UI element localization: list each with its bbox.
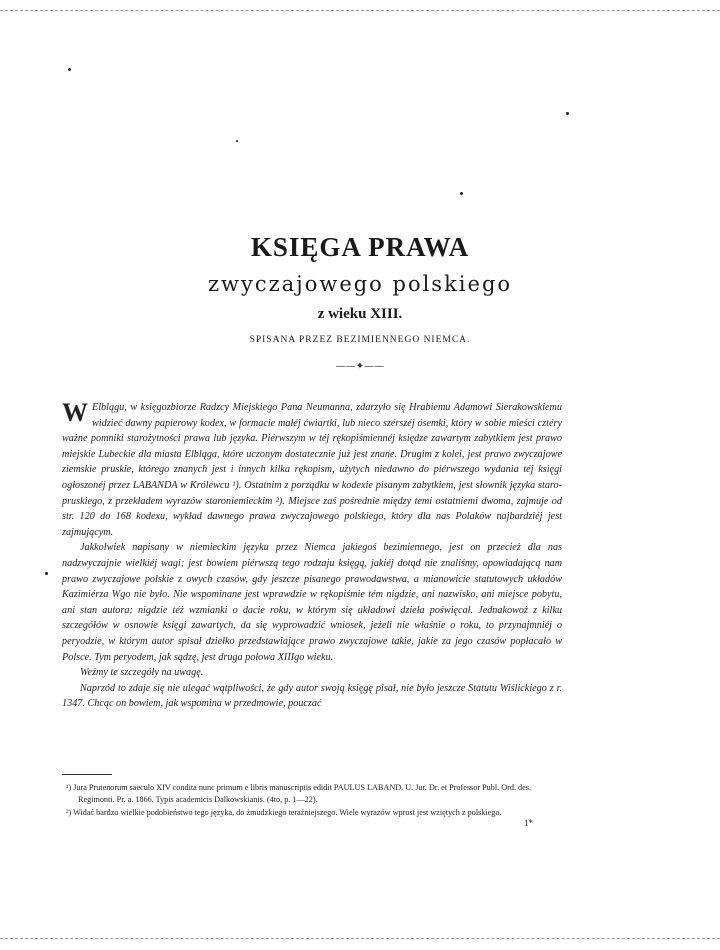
ink-speck <box>566 112 569 115</box>
top-page-edge <box>0 10 720 11</box>
title-author-line: SPISANA PRZEZ BEZIMIENNEGO NIEMCA. <box>249 335 471 345</box>
ink-speck <box>45 572 48 575</box>
paragraph-4: Naprzód to zdaje się nie ulegać wątpliwości, że gdy autor swoją księgę pisał, nie było jeszcze Statutu Wiślickiego z r. 1347. Chcąc on bowiem, jak wspomina w przedmowie, pouczać <box>62 682 562 710</box>
footnote-rule <box>62 774 112 775</box>
ornament-divider: ——✦—— <box>335 361 385 372</box>
ink-speck <box>460 192 463 195</box>
footnote-2: ²) Widać bardzo wielkie podobieństwo tego języka, do żmudzkiego teraźniejszego. Wiele wyrazów wprost jest wziętych z polskiego. <box>66 808 502 817</box>
footnotes <box>62 782 562 821</box>
signature-mark: 1* <box>524 818 533 828</box>
title-date-line: z wieku XIII. <box>317 306 403 322</box>
ink-speck <box>236 140 238 142</box>
main-text <box>62 400 562 712</box>
paragraph-1 <box>62 400 562 540</box>
footnote-1: ¹) Jura Prutenorum saeculo XIV condita nunc primum e libris manuscriptis edidit PAULUS LABAND. U. Jur. Dr. et Professor Publ. Ord. des. Regimonti. Pr. a. 1866. Typis academicis Dalkowskianis. (4to, p. 1—22). <box>66 783 531 804</box>
paragraph-3: Weźmy te szczegóły na uwagę. <box>80 667 204 679</box>
ink-speck <box>68 68 71 71</box>
page-title: KSIĘGA PRAWA <box>250 232 470 262</box>
drop-cap: W <box>62 398 88 427</box>
bottom-page-edge <box>0 938 720 939</box>
paragraph-2: Jakkolwiek napisany w niemieckim języku przez Niemca jakiegoś bezimiennego, jest on przecież dla nas nadzwyczajnie wielkiéj wagi; jest bowiem piérwszą tego rodzaju księgą, jakiéj dotąd nie znaliśmy, opowiadającą nam prawo zwyczajowe polskie z owych czasów, gdy jeszcze pisanego prawodawstwa, a mianowicie statutowych układów Kazimiérza Wgo nie było. Nie wspominane jest wprawdzie w rękopiśmie tém nigdzie, ani nazwisko, ani miejsce pobytu, ani stan autora; nigdzie téż wzmianki o dacie roku, w którym się układowi dzieła poświęcał. Jednakowoż z kilku szczegółów w osnowie księgi zawartych, da się wyprowadzić wniosek, jeżeli nie właśnie o roku, to przynajmniéj o peryodzie, w którym autor spisał dziełko przedstawiające prawo zwyczajowe takie, jakie za jego czasów popłacało w Polsce. Tym peryodem, jak sądzę, jest druga połowa XIIIgo wieku. <box>62 542 562 663</box>
paragraph-1-text: Elblągu, w księgozbiorze Radzcy Miejskiego Pana Neumanna, zdarzyło się Hrabiemu Adamowi Sierakowskiemu widzieć dawny papierowy kodex, w formacie małéj ćwiartki, lub nieco szérszéj ósemki, który w sobie mieści cztéry ważne pomniki starożytności prawa lub języka. Piérwszym w téj rękopiśmiennéj księdze zawartym zabytkiem jest prawo miejskie Lubeckie dla miasta Elbląga, które uczonym dostatecznie już jest znane. Drugim z kolei, jest prawo zwyczajowe ziemskie pruskie, którego znanych jest i innych kilka rękopism, użytych niedawno do piérwszego wydania téj księgi ogłoszonéj przez LABANDA w Królewcu ¹). Ostatnim z porządku w kodexie pisanym zabytkiem, jest słownik języka staro-pruskiego, z przekładem wyrazów staroniemieckim ²). Miejsce zaś pośrednie między temi ostatniemi dwoma, zajmuje od str. 120 do 168 kodexu, wykład dawnego prawa zwyczajowego polskiego, który dla nas Polaków najbardziéj jest zajmującym. <box>62 402 562 538</box>
page-subtitle: zwyczajowego polskiego <box>207 272 513 296</box>
